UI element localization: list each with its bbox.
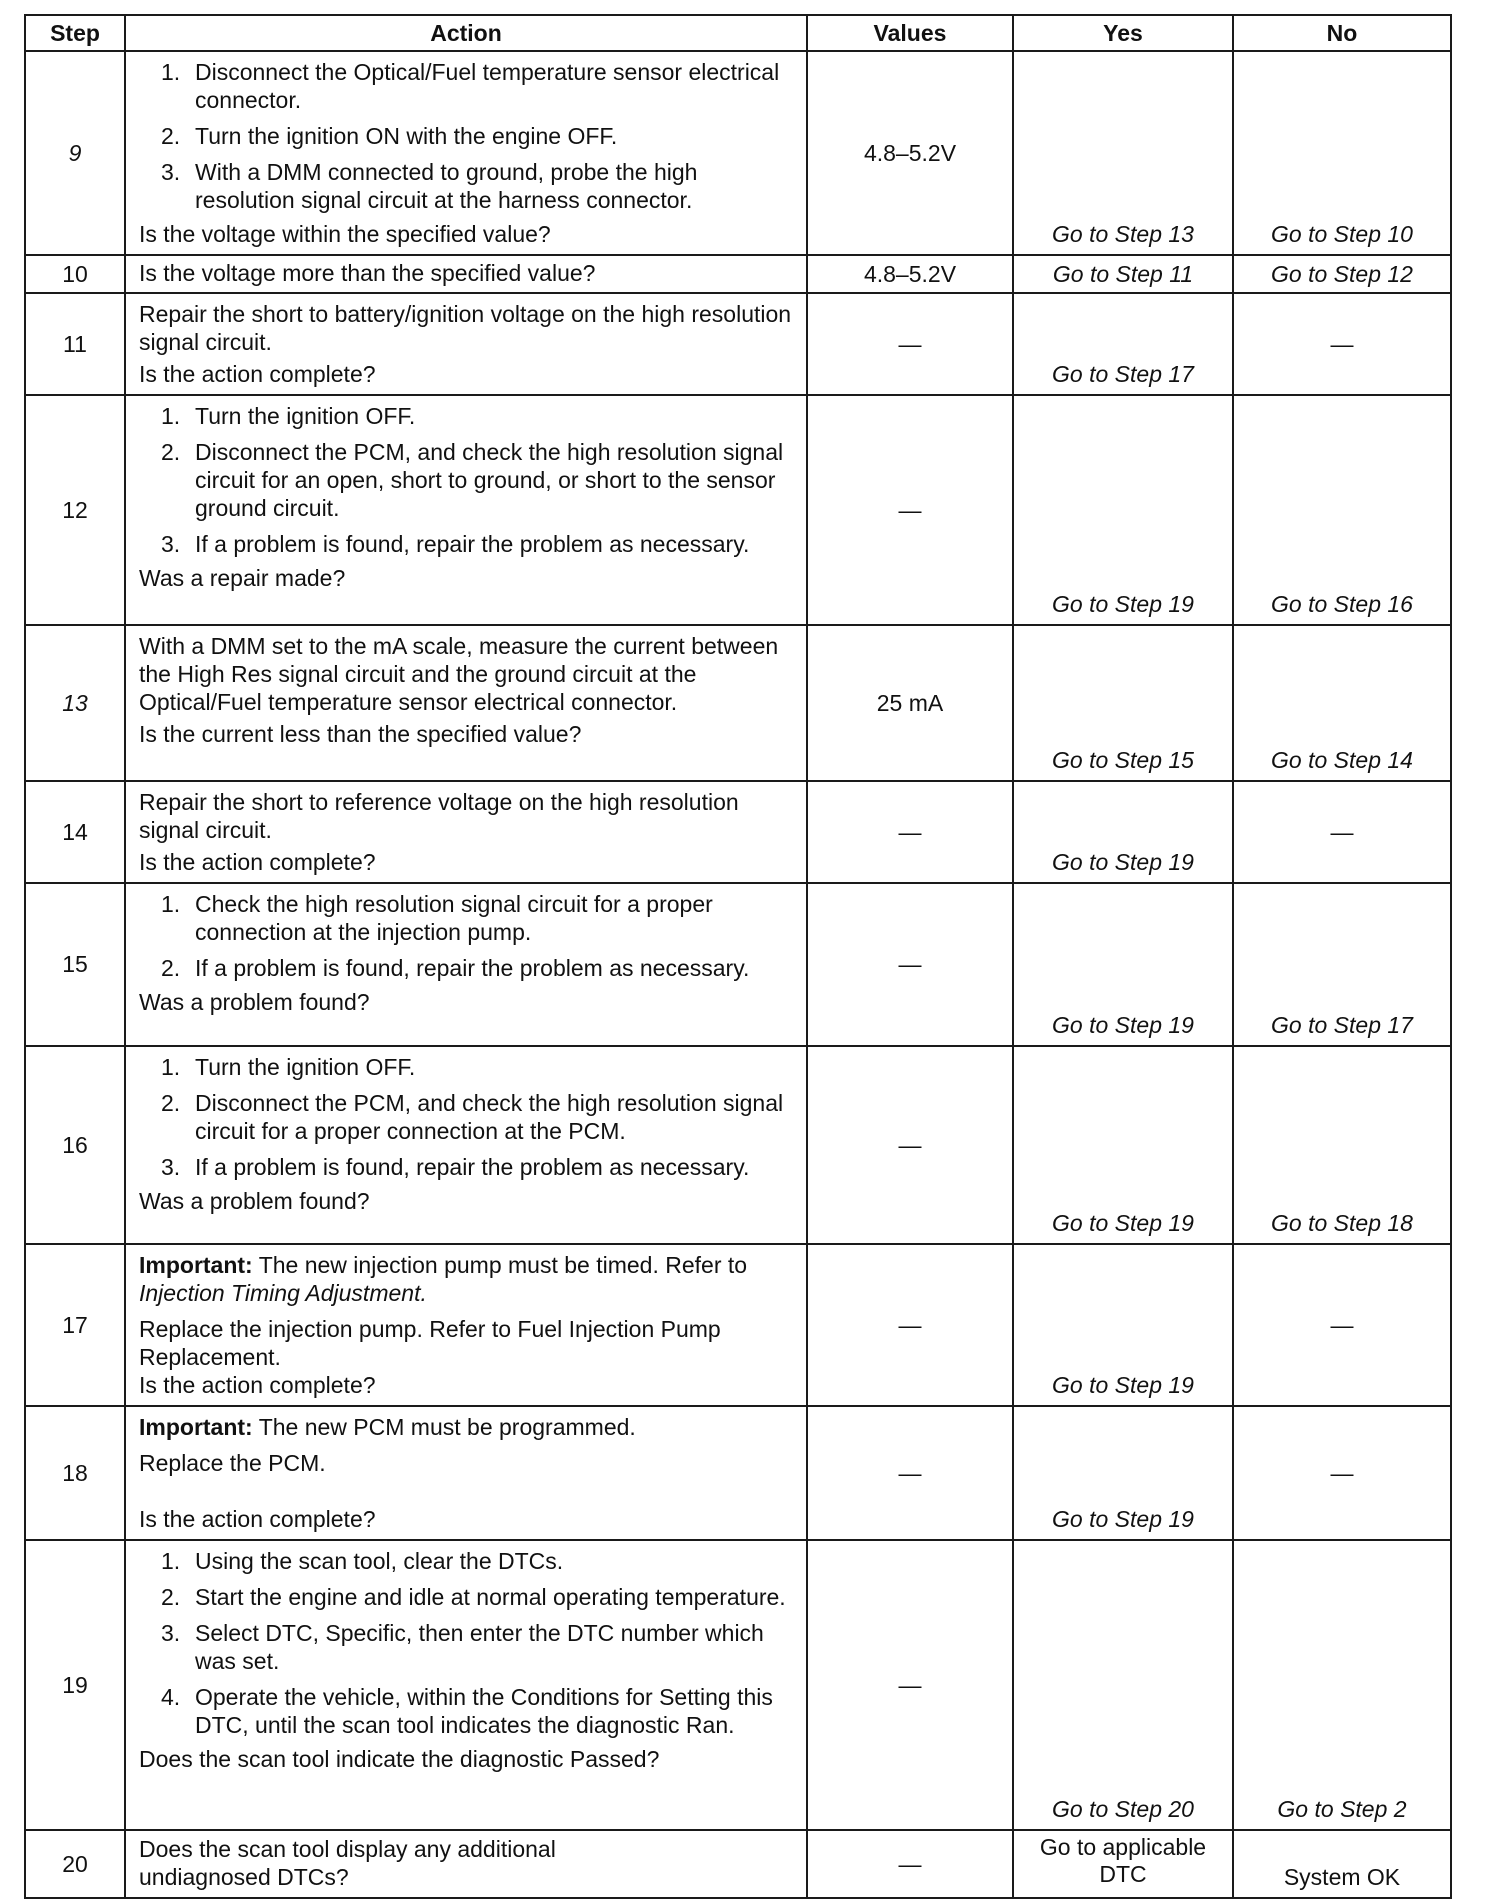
header-yes: Yes xyxy=(1013,15,1233,51)
step-number: 19 xyxy=(25,1540,125,1830)
values-cell: — xyxy=(807,883,1013,1046)
action-list-item: 2. Start the engine and idle at normal operating temperature. xyxy=(161,1584,786,1610)
important-reference: Injection Timing Adjustment. xyxy=(139,1280,427,1306)
action-item-text: If a problem is found, repair the problem as necessary. xyxy=(195,955,750,981)
yes-cell: Go to Step 19 xyxy=(1013,883,1233,1046)
action-list-item: 2. Disconnect the PCM, and check the high resolution signal circuit for a proper connection at the PCM. xyxy=(161,1090,784,1144)
action-list-item: 2. Disconnect the PCM, and check the high resolution signal circuit for an open, short to ground, or short to the sensor ground circuit. xyxy=(161,439,784,521)
action-cell xyxy=(125,781,807,883)
action-list-item: 1. Disconnect the Optical/Fuel temperature sensor electrical connector. xyxy=(161,59,780,113)
values-cell: — xyxy=(807,1830,1013,1898)
yes-cell: Go to Step 11 xyxy=(1013,255,1233,293)
values-cell: — xyxy=(807,1244,1013,1406)
table-row xyxy=(25,395,1451,625)
table-row xyxy=(25,51,1451,255)
header-values: Values xyxy=(807,15,1013,51)
action-item-text: Disconnect the PCM, and check the high resolution signal circuit for an open, short to ground, or short to the sensor ground circuit. xyxy=(195,439,784,521)
action-item-text: If a problem is found, repair the problem as necessary. xyxy=(195,531,750,557)
no-cell: Go to Step 12 xyxy=(1233,255,1451,293)
yes-cell: Go to Step 19 xyxy=(1013,395,1233,625)
no-cell: Go to Step 2 xyxy=(1233,1540,1451,1830)
action-question: Does the scan tool indicate the diagnostic Passed? xyxy=(139,1746,660,1772)
no-cell: Go to Step 14 xyxy=(1233,625,1451,781)
action-item-text: Operate the vehicle, within the Conditions for Setting this DTC, until the scan tool indicates the diagnostic Ran. xyxy=(195,1684,773,1738)
action-question: Is the action complete? xyxy=(139,361,376,387)
action-cell xyxy=(125,255,807,293)
action-cell xyxy=(125,1046,807,1244)
action-question: Does the scan tool display any additional undiagnosed DTCs? xyxy=(139,1836,556,1890)
values-cell: — xyxy=(807,293,1013,395)
action-text: Repair the short to battery/ignition voltage on the high resolution signal circuit. xyxy=(139,301,792,355)
yes-cell: Go to Step 19 xyxy=(1013,1244,1233,1406)
table-row xyxy=(25,1540,1451,1830)
values-cell: — xyxy=(807,1540,1013,1830)
values-cell: — xyxy=(807,781,1013,883)
action-question: Was a problem found? xyxy=(139,989,370,1015)
action-list-item: 2. If a problem is found, repair the problem as necessary. xyxy=(161,955,750,981)
action-question: Is the action complete? xyxy=(139,1506,376,1532)
action-item-text: Disconnect the Optical/Fuel temperature sensor electrical connector. xyxy=(195,59,780,113)
no-cell: Go to Step 18 xyxy=(1233,1046,1451,1244)
yes-cell: Go to Step 19 xyxy=(1013,781,1233,883)
yes-cell: Go to Step 19 xyxy=(1013,1046,1233,1244)
table-row xyxy=(25,883,1451,1046)
header-action: Action xyxy=(125,15,807,51)
table-header-row xyxy=(25,15,1451,51)
table-row xyxy=(25,255,1451,293)
action-question: Was a repair made? xyxy=(139,565,346,591)
action-cell xyxy=(125,395,807,625)
important-text: The new PCM must be programmed. xyxy=(258,1414,636,1440)
action-cell xyxy=(125,293,807,395)
action-item-text: Turn the ignition ON with the engine OFF. xyxy=(195,123,618,149)
action-list-item: 1. Turn the ignition OFF. xyxy=(161,1054,416,1080)
step-number: 17 xyxy=(25,1244,125,1406)
step-number: 13 xyxy=(25,625,125,781)
no-cell: — xyxy=(1233,1406,1451,1540)
header-no: No xyxy=(1233,15,1451,51)
action-cell xyxy=(125,883,807,1046)
no-cell: System OK xyxy=(1233,1830,1451,1898)
table-row xyxy=(25,1406,1451,1540)
yes-cell: Go to Step 15 xyxy=(1013,625,1233,781)
yes-cell: Go to applicable DTC xyxy=(1013,1830,1233,1898)
action-item-text: If a problem is found, repair the problem as necessary. xyxy=(195,1154,750,1180)
action-list-item: 1. Turn the ignition OFF. xyxy=(161,403,416,429)
step-number: 15 xyxy=(25,883,125,1046)
important-label: Important: xyxy=(139,1414,253,1440)
no-cell: Go to Step 16 xyxy=(1233,395,1451,625)
table-row xyxy=(25,1244,1451,1406)
action-item-text: Disconnect the PCM, and check the high resolution signal circuit for a proper connection at the PCM. xyxy=(195,1090,784,1144)
action-cell xyxy=(125,51,807,255)
values-cell: — xyxy=(807,1046,1013,1244)
action-item-text: Turn the ignition OFF. xyxy=(195,1054,416,1080)
action-list-item: 3. With a DMM connected to ground, probe the high resolution signal circuit at the harness connector. xyxy=(161,159,698,213)
no-cell: — xyxy=(1233,781,1451,883)
action-question: Is the action complete? xyxy=(139,849,376,875)
important-note xyxy=(139,1251,796,1307)
important-label: Important: xyxy=(139,1252,253,1278)
step-number: 10 xyxy=(25,255,125,293)
yes-cell: Go to Step 19 xyxy=(1013,1406,1233,1540)
values-cell: — xyxy=(807,1406,1013,1540)
action-item-text: Start the engine and idle at normal operating temperature. xyxy=(195,1584,786,1610)
action-question: Was a problem found? xyxy=(139,1188,370,1214)
action-text: Repair the short to reference voltage on the high resolution signal circuit. xyxy=(139,789,739,843)
step-number: 18 xyxy=(25,1406,125,1540)
no-cell: — xyxy=(1233,1244,1451,1406)
step-number: 16 xyxy=(25,1046,125,1244)
step-number: 20 xyxy=(25,1830,125,1898)
important-note xyxy=(139,1413,796,1441)
action-list-item: 3. Select DTC, Specific, then enter the DTC number which was set. xyxy=(161,1620,764,1674)
action-question: Is the action complete? xyxy=(139,1372,376,1398)
values-cell: — xyxy=(807,395,1013,625)
action-text: With a DMM set to the mA scale, measure the current between the High Res signal circuit and the ground circuit at the Optical/Fuel temperature sensor electrical connector. xyxy=(139,633,779,715)
table-row xyxy=(25,1830,1451,1898)
table-row xyxy=(25,1046,1451,1244)
action-cell xyxy=(125,1830,807,1898)
diagnostic-table xyxy=(24,14,1452,1899)
step-number: 9 xyxy=(25,51,125,255)
action-cell xyxy=(125,1406,807,1540)
step-number: 12 xyxy=(25,395,125,625)
action-list-item: 4. Operate the vehicle, within the Conditions for Setting this DTC, until the scan tool indicates the diagnostic Ran. xyxy=(161,1684,773,1738)
action-question: Is the voltage within the specified value? xyxy=(139,221,551,247)
action-list-item: 3. If a problem is found, repair the problem as necessary. xyxy=(161,1154,750,1180)
values-cell: 4.8–5.2V xyxy=(807,51,1013,255)
action-cell xyxy=(125,1540,807,1830)
action-item-text: Select DTC, Specific, then enter the DTC number which was set. xyxy=(195,1620,764,1674)
table-row xyxy=(25,625,1451,781)
yes-cell: Go to Step 20 xyxy=(1013,1540,1233,1830)
action-list-item: 3. If a problem is found, repair the problem as necessary. xyxy=(161,531,750,557)
action-item-text: With a DMM connected to ground, probe the high resolution signal circuit at the harness connector. xyxy=(195,159,698,213)
values-cell: 4.8–5.2V xyxy=(807,255,1013,293)
step-number: 14 xyxy=(25,781,125,883)
action-question: Is the voltage more than the specified value? xyxy=(139,260,596,286)
important-text: The new injection pump must be timed. Refer to xyxy=(258,1252,748,1278)
action-question: Is the current less than the specified value? xyxy=(139,721,582,747)
action-item-text: Using the scan tool, clear the DTCs. xyxy=(195,1548,564,1574)
action-list-item: 1. Check the high resolution signal circuit for a proper connection at the injection pump. xyxy=(161,891,713,945)
no-cell: Go to Step 10 xyxy=(1233,51,1451,255)
no-cell: Go to Step 17 xyxy=(1233,883,1451,1046)
action-text: Replace the injection pump. Refer to Fuel Injection Pump Replacement. xyxy=(139,1316,721,1370)
action-item-text: Check the high resolution signal circuit for a proper connection at the injection pump. xyxy=(195,891,713,945)
action-cell xyxy=(125,625,807,781)
step-number: 11 xyxy=(25,293,125,395)
action-list-item: 2. Turn the ignition ON with the engine OFF. xyxy=(161,123,618,149)
action-list-item: 1. Using the scan tool, clear the DTCs. xyxy=(161,1548,564,1574)
header-step: Step xyxy=(25,15,125,51)
action-text: Replace the PCM. xyxy=(139,1450,326,1476)
yes-cell: Go to Step 13 xyxy=(1013,51,1233,255)
action-cell xyxy=(125,1244,807,1406)
no-cell: — xyxy=(1233,293,1451,395)
yes-cell: Go to Step 17 xyxy=(1013,293,1233,395)
table-row xyxy=(25,293,1451,395)
table-row xyxy=(25,781,1451,883)
action-item-text: Turn the ignition OFF. xyxy=(195,403,416,429)
values-cell: 25 mA xyxy=(807,625,1013,781)
